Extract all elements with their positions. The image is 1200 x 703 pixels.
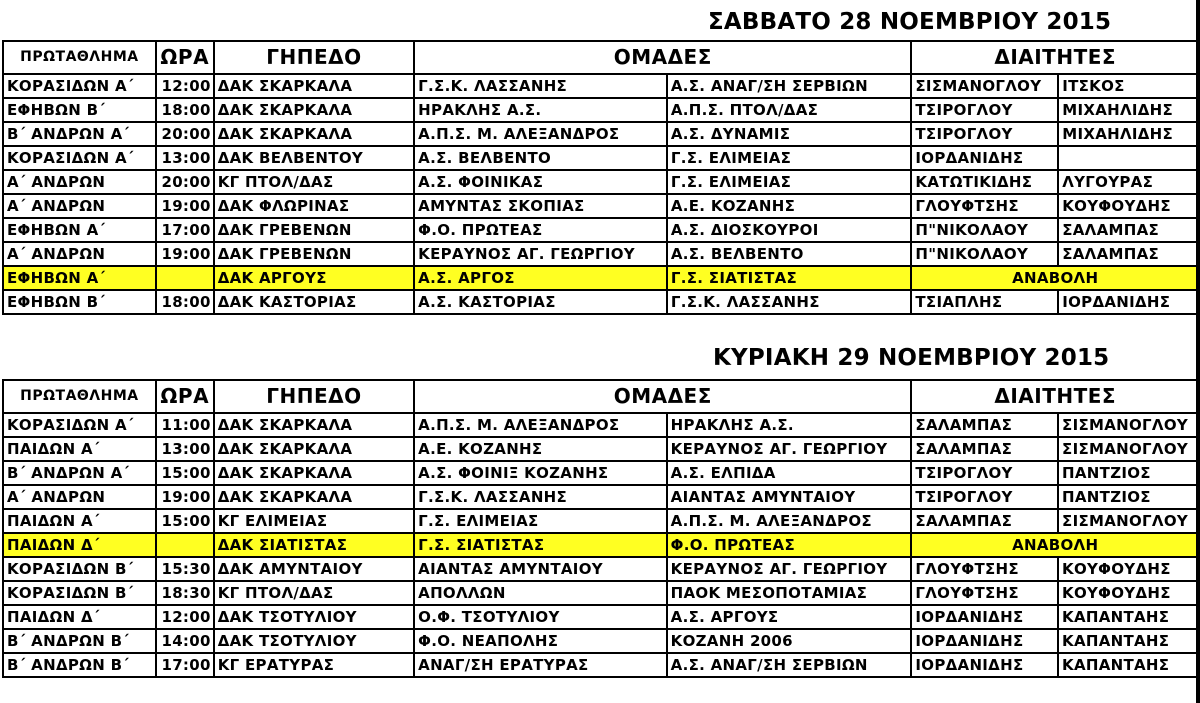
cell-home-team: Γ.Σ. ΣΙΑΤΙΣΤΑΣ bbox=[414, 533, 667, 557]
cell-referee-1: ΤΣΙΡΟΓΛΟΥ bbox=[911, 98, 1058, 122]
table-row bbox=[3, 146, 1199, 170]
cell-time: 20:00 bbox=[156, 170, 214, 194]
cell-away-team: Α.Π.Σ. ΠΤΟΛ/ΔΑΣ bbox=[667, 98, 912, 122]
cell-venue: ΔΑΚ ΚΑΣΤΟΡΙΑΣ bbox=[214, 290, 414, 314]
cell-venue: ΔΑΚ ΣΚΑΡΚΑΛΑ bbox=[214, 122, 414, 146]
cell-referee-1: ΓΛΟΥΦΤΣΗΣ bbox=[911, 581, 1058, 605]
cell-away-team: Α.Σ. ΔΥΝΑΜΙΣ bbox=[667, 122, 912, 146]
cell-home-team: Φ.Ο. ΠΡΩΤΕΑΣ bbox=[414, 218, 667, 242]
cell-venue: ΔΑΚ ΣΚΑΡΚΑΛΑ bbox=[214, 98, 414, 122]
table-row bbox=[3, 533, 1199, 557]
cell-time: 19:00 bbox=[156, 194, 214, 218]
cell-referee-2: ΚΑΠΑΝΤΑΗΣ bbox=[1058, 653, 1199, 677]
cell-championship: Β΄ ΑΝΔΡΩΝ Β΄ bbox=[3, 629, 156, 653]
header-time: ΩΡΑ bbox=[156, 41, 214, 74]
table-header-row bbox=[3, 41, 1199, 74]
cell-championship: Β΄ ΑΝΔΡΩΝ Α΄ bbox=[3, 461, 156, 485]
cell-away-team: Γ.Σ.Κ. ΛΑΣΣΑΝΗΣ bbox=[667, 290, 912, 314]
cell-home-team: Α.Π.Σ. Μ. ΑΛΕΞΑΝΔΡΟΣ bbox=[414, 122, 667, 146]
cell-venue: ΔΑΚ ΓΡΕΒΕΝΩΝ bbox=[214, 242, 414, 266]
cell-time: 14:00 bbox=[156, 629, 214, 653]
header-teams: ΟΜΑΔΕΣ bbox=[414, 380, 911, 413]
cell-away-team: Α.Σ. ΑΝΑΓ/ΣΗ ΣΕΡΒΙΩΝ bbox=[667, 74, 912, 98]
cell-venue: ΔΑΚ ΦΛΩΡΙΝΑΣ bbox=[214, 194, 414, 218]
cell-time: 12:00 bbox=[156, 74, 214, 98]
cell-venue: ΔΑΚ ΣΚΑΡΚΑΛΑ bbox=[214, 437, 414, 461]
cell-home-team: Α.Σ. ΑΡΓΟΣ bbox=[414, 266, 667, 290]
cell-home-team: Φ.Ο. ΝΕΑΠΟΛΗΣ bbox=[414, 629, 667, 653]
table-row bbox=[3, 74, 1199, 98]
cell-home-team: ΚΕΡΑΥΝΟΣ ΑΓ. ΓΕΩΡΓΙΟΥ bbox=[414, 242, 667, 266]
cell-time: 13:00 bbox=[156, 146, 214, 170]
cell-championship: ΠΑΙΔΩΝ Δ΄ bbox=[3, 533, 156, 557]
table-row bbox=[3, 605, 1199, 629]
cell-championship: ΚΟΡΑΣΙΔΩΝ Β΄ bbox=[3, 581, 156, 605]
cell-referee-2 bbox=[1058, 146, 1199, 170]
cell-referee-1: ΙΟΡΔΑΝΙΔΗΣ bbox=[911, 146, 1058, 170]
cell-venue: ΔΑΚ ΑΡΓΟΥΣ bbox=[214, 266, 414, 290]
table-row bbox=[3, 557, 1199, 581]
cell-venue: ΔΑΚ ΒΕΛΒΕΝΤΟΥ bbox=[214, 146, 414, 170]
cell-referee-1: ΤΣΙΑΠΛΗΣ bbox=[911, 290, 1058, 314]
cell-championship: Α΄ ΑΝΔΡΩΝ bbox=[3, 485, 156, 509]
header-teams: ΟΜΑΔΕΣ bbox=[414, 41, 911, 74]
table-row bbox=[3, 266, 1199, 290]
cell-home-team: Ο.Φ. ΤΣΟΤΥΛΙΟΥ bbox=[414, 605, 667, 629]
cell-time: 18:30 bbox=[156, 581, 214, 605]
cell-championship: ΚΟΡΑΣΙΔΩΝ Β΄ bbox=[3, 557, 156, 581]
cell-home-team: Γ.Σ.Κ. ΛΑΣΣΑΝΗΣ bbox=[414, 74, 667, 98]
table-row bbox=[3, 242, 1199, 266]
cell-home-team: Γ.Σ. ΕΛΙΜΕΙΑΣ bbox=[414, 509, 667, 533]
cell-referee-1: ΚΑΤΩΤΙΚΙΔΗΣ bbox=[911, 170, 1058, 194]
header-referees: ΔΙΑΙΤΗΤΕΣ bbox=[911, 41, 1199, 74]
cell-referee-1: ΣΙΣΜΑΝΟΓΛΟΥ bbox=[911, 74, 1058, 98]
cell-away-team: ΠΑΟΚ ΜΕΣΟΠΟΤΑΜΙΑΣ bbox=[667, 581, 912, 605]
cell-referee-2: ΜΙΧΑΗΛΙΔΗΣ bbox=[1058, 122, 1199, 146]
cell-referee-1: Π"ΝΙΚΟΛΑΟΥ bbox=[911, 218, 1058, 242]
cell-away-team: Α.Σ. ΑΝΑΓ/ΣΗ ΣΕΡΒΙΩΝ bbox=[667, 653, 912, 677]
cell-away-team: ΗΡΑΚΛΗΣ Α.Σ. bbox=[667, 413, 912, 437]
cell-home-team: ΑΙΑΝΤΑΣ ΑΜΥΝΤΑΙΟΥ bbox=[414, 557, 667, 581]
header-venue: ΓΗΠΕΔΟ bbox=[214, 380, 414, 413]
cell-away-team: Α.Π.Σ. Μ. ΑΛΕΞΑΝΔΡΟΣ bbox=[667, 509, 912, 533]
cell-venue: ΔΑΚ ΤΣΟΤΥΛΙΟΥ bbox=[214, 605, 414, 629]
cell-home-team: Α.Ε. ΚΟΖΑΝΗΣ bbox=[414, 437, 667, 461]
day-title: ΣΑΒΒΑΤΟ 28 ΝΟΕΜΒΡΙΟΥ 2015 bbox=[708, 9, 1112, 35]
cell-referee-2: ΚΟΥΦΟΥΔΗΣ bbox=[1058, 581, 1199, 605]
cell-referee-2: ΠΑΝΤΖΙΟΣ bbox=[1058, 485, 1199, 509]
cell-away-team: Γ.Σ. ΕΛΙΜΕΙΑΣ bbox=[667, 146, 912, 170]
cell-championship: ΕΦΗΒΩΝ Β΄ bbox=[3, 98, 156, 122]
cell-referee-2: ΚΑΠΑΝΤΑΗΣ bbox=[1058, 605, 1199, 629]
cell-referee-1: ΙΟΡΔΑΝΙΔΗΣ bbox=[911, 605, 1058, 629]
cell-championship: ΚΟΡΑΣΙΔΩΝ Α΄ bbox=[3, 413, 156, 437]
cell-venue: ΔΑΚ ΑΜΥΝΤΑΙΟΥ bbox=[214, 557, 414, 581]
cell-championship: Α΄ ΑΝΔΡΩΝ bbox=[3, 170, 156, 194]
cell-away-team: ΚΟΖΑΝΗ 2006 bbox=[667, 629, 912, 653]
cell-away-team: Α.Σ. ΔΙΟΣΚΟΥΡΟΙ bbox=[667, 218, 912, 242]
table-row bbox=[3, 170, 1199, 194]
cell-venue: ΔΑΚ ΣΚΑΡΚΑΛΑ bbox=[214, 413, 414, 437]
table-row bbox=[3, 218, 1199, 242]
table-row bbox=[3, 290, 1199, 314]
table-row bbox=[3, 194, 1199, 218]
cell-referee-2: ΣΑΛΑΜΠΑΣ bbox=[1058, 218, 1199, 242]
cell-postponed: ΑΝΑΒΟΛΗ bbox=[911, 533, 1199, 557]
cell-time: 13:00 bbox=[156, 437, 214, 461]
cell-home-team: Γ.Σ.Κ. ΛΑΣΣΑΝΗΣ bbox=[414, 485, 667, 509]
cell-referee-1: ΓΛΟΥΦΤΣΗΣ bbox=[911, 194, 1058, 218]
cell-championship: ΕΦΗΒΩΝ Α΄ bbox=[3, 266, 156, 290]
cell-venue: ΚΓ ΠΤΟΛ/ΔΑΣ bbox=[214, 581, 414, 605]
cell-home-team: ΑΠΟΛΛΩΝ bbox=[414, 581, 667, 605]
cell-referee-2: ΚΟΥΦΟΥΔΗΣ bbox=[1058, 194, 1199, 218]
cell-referee-2: ΛΥΓΟΥΡΑΣ bbox=[1058, 170, 1199, 194]
cell-home-team: Α.Σ. ΚΑΣΤΟΡΙΑΣ bbox=[414, 290, 667, 314]
cell-time bbox=[156, 266, 214, 290]
cell-away-team: Α.Ε. ΚΟΖΑΝΗΣ bbox=[667, 194, 912, 218]
cell-time: 18:00 bbox=[156, 290, 214, 314]
header-championship: ΠΡΩΤΑΘΛΗΜΑ bbox=[3, 41, 156, 74]
cell-referee-1: ΣΑΛΑΜΠΑΣ bbox=[911, 413, 1058, 437]
cell-referee-2: ΜΙΧΑΗΛΙΔΗΣ bbox=[1058, 98, 1199, 122]
table-row bbox=[3, 122, 1199, 146]
table-row bbox=[3, 437, 1199, 461]
table-row bbox=[3, 653, 1199, 677]
cell-venue: ΔΑΚ ΣΙΑΤΙΣΤΑΣ bbox=[214, 533, 414, 557]
header-referees: ΔΙΑΙΤΗΤΕΣ bbox=[911, 380, 1199, 413]
cell-venue: ΔΑΚ ΣΚΑΡΚΑΛΑ bbox=[214, 461, 414, 485]
cell-referee-2: ΣΙΣΜΑΝΟΓΛΟΥ bbox=[1058, 413, 1199, 437]
cell-time: 19:00 bbox=[156, 242, 214, 266]
cell-time: 12:00 bbox=[156, 605, 214, 629]
cell-home-team: Α.Π.Σ. Μ. ΑΛΕΞΑΝΔΡΟΣ bbox=[414, 413, 667, 437]
cell-time: 17:00 bbox=[156, 653, 214, 677]
cell-venue: ΔΑΚ ΤΣΟΤΥΛΙΟΥ bbox=[214, 629, 414, 653]
cell-referee-1: ΤΣΙΡΟΓΛΟΥ bbox=[911, 485, 1058, 509]
cell-home-team: Α.Σ. ΦΟΙΝΙΞ ΚΟΖΑΝΗΣ bbox=[414, 461, 667, 485]
cell-championship: Α΄ ΑΝΔΡΩΝ bbox=[3, 194, 156, 218]
cell-venue: ΔΑΚ ΣΚΑΡΚΑΛΑ bbox=[214, 485, 414, 509]
cell-referee-1: ΣΑΛΑΜΠΑΣ bbox=[911, 437, 1058, 461]
cell-away-team: ΚΕΡΑΥΝΟΣ ΑΓ. ΓΕΩΡΓΙΟΥ bbox=[667, 437, 912, 461]
cell-referee-2: ΠΑΝΤΖΙΟΣ bbox=[1058, 461, 1199, 485]
cell-referee-2: ΙΤΣΚΟΣ bbox=[1058, 74, 1199, 98]
cell-away-team: ΚΕΡΑΥΝΟΣ ΑΓ. ΓΕΩΡΓΙΟΥ bbox=[667, 557, 912, 581]
cell-away-team: Γ.Σ. ΣΙΑΤΙΣΤΑΣ bbox=[667, 266, 912, 290]
table-row bbox=[3, 629, 1199, 653]
cell-home-team: ΑΜΥΝΤΑΣ ΣΚΟΠΙΑΣ bbox=[414, 194, 667, 218]
cell-championship: Β΄ ΑΝΔΡΩΝ Β΄ bbox=[3, 653, 156, 677]
header-time: ΩΡΑ bbox=[156, 380, 214, 413]
cell-postponed: ΑΝΑΒΟΛΗ bbox=[911, 266, 1199, 290]
table-row bbox=[3, 98, 1199, 122]
cell-referee-1: ΓΛΟΥΦΤΣΗΣ bbox=[911, 557, 1058, 581]
table-row bbox=[3, 413, 1199, 437]
cell-referee-1: ΤΣΙΡΟΓΛΟΥ bbox=[911, 461, 1058, 485]
cell-championship: ΕΦΗΒΩΝ Α΄ bbox=[3, 218, 156, 242]
cell-time: 15:00 bbox=[156, 461, 214, 485]
cell-championship: ΚΟΡΑΣΙΔΩΝ Α΄ bbox=[3, 146, 156, 170]
cell-championship: ΠΑΙΔΩΝ Α΄ bbox=[3, 509, 156, 533]
cell-championship: Α΄ ΑΝΔΡΩΝ bbox=[3, 242, 156, 266]
table-row bbox=[3, 581, 1199, 605]
cell-time: 11:00 bbox=[156, 413, 214, 437]
cell-time: 19:00 bbox=[156, 485, 214, 509]
cell-championship: ΕΦΗΒΩΝ Β΄ bbox=[3, 290, 156, 314]
cell-venue: ΚΓ ΕΡΑΤΥΡΑΣ bbox=[214, 653, 414, 677]
cell-away-team: ΑΙΑΝΤΑΣ ΑΜΥΝΤΑΙΟΥ bbox=[667, 485, 912, 509]
cell-venue: ΔΑΚ ΣΚΑΡΚΑΛΑ bbox=[214, 74, 414, 98]
cell-time: 17:00 bbox=[156, 218, 214, 242]
day-title: ΚΥΡΙΑΚΗ 29 ΝΟΕΜΒΡΙΟΥ 2015 bbox=[713, 345, 1110, 371]
table-row bbox=[3, 509, 1199, 533]
cell-referee-1: ΙΟΡΔΑΝΙΔΗΣ bbox=[911, 629, 1058, 653]
cell-referee-2: ΚΑΠΑΝΤΑΗΣ bbox=[1058, 629, 1199, 653]
schedule-table bbox=[2, 379, 1200, 678]
cell-championship: ΠΑΙΔΩΝ Α΄ bbox=[3, 437, 156, 461]
table-header-row bbox=[3, 380, 1199, 413]
cell-championship: ΠΑΙΔΩΝ Δ΄ bbox=[3, 605, 156, 629]
cell-referee-2: ΚΟΥΦΟΥΔΗΣ bbox=[1058, 557, 1199, 581]
cell-championship: ΚΟΡΑΣΙΔΩΝ Α΄ bbox=[3, 74, 156, 98]
cell-away-team: Γ.Σ. ΕΛΙΜΕΙΑΣ bbox=[667, 170, 912, 194]
header-venue: ΓΗΠΕΔΟ bbox=[214, 41, 414, 74]
cell-home-team: ΗΡΑΚΛΗΣ Α.Σ. bbox=[414, 98, 667, 122]
cell-venue: ΚΓ ΕΛΙΜΕΙΑΣ bbox=[214, 509, 414, 533]
cell-referee-2: ΙΟΡΔΑΝΙΔΗΣ bbox=[1058, 290, 1199, 314]
cell-home-team: Α.Σ. ΦΟΙΝΙΚΑΣ bbox=[414, 170, 667, 194]
cell-time: 15:00 bbox=[156, 509, 214, 533]
cell-time bbox=[156, 533, 214, 557]
cell-away-team: Α.Σ. ΑΡΓΟΥΣ bbox=[667, 605, 912, 629]
cell-away-team: Α.Σ. ΒΕΛΒΕΝΤΟ bbox=[667, 242, 912, 266]
cell-time: 15:30 bbox=[156, 557, 214, 581]
cell-venue: ΔΑΚ ΓΡΕΒΕΝΩΝ bbox=[214, 218, 414, 242]
cell-home-team: ΑΝΑΓ/ΣΗ ΕΡΑΤΥΡΑΣ bbox=[414, 653, 667, 677]
cell-referee-1: Π"ΝΙΚΟΛΑΟΥ bbox=[911, 242, 1058, 266]
cell-home-team: Α.Σ. ΒΕΛΒΕΝΤΟ bbox=[414, 146, 667, 170]
cell-time: 20:00 bbox=[156, 122, 214, 146]
right-border bbox=[1196, 0, 1200, 703]
cell-referee-1: ΣΑΛΑΜΠΑΣ bbox=[911, 509, 1058, 533]
cell-away-team: Φ.Ο. ΠΡΩΤΕΑΣ bbox=[667, 533, 912, 557]
cell-time: 18:00 bbox=[156, 98, 214, 122]
cell-away-team: Α.Σ. ΕΛΠΙΔΑ bbox=[667, 461, 912, 485]
cell-referee-1: ΙΟΡΔΑΝΙΔΗΣ bbox=[911, 653, 1058, 677]
table-row bbox=[3, 485, 1199, 509]
cell-referee-1: ΤΣΙΡΟΓΛΟΥ bbox=[911, 122, 1058, 146]
cell-championship: Β΄ ΑΝΔΡΩΝ Α΄ bbox=[3, 122, 156, 146]
cell-referee-2: ΣΑΛΑΜΠΑΣ bbox=[1058, 242, 1199, 266]
cell-referee-2: ΣΙΣΜΑΝΟΓΛΟΥ bbox=[1058, 509, 1199, 533]
cell-venue: ΚΓ ΠΤΟΛ/ΔΑΣ bbox=[214, 170, 414, 194]
table-row bbox=[3, 461, 1199, 485]
schedule-table bbox=[2, 40, 1200, 315]
cell-referee-2: ΣΙΣΜΑΝΟΓΛΟΥ bbox=[1058, 437, 1199, 461]
header-championship: ΠΡΩΤΑΘΛΗΜΑ bbox=[3, 380, 156, 413]
